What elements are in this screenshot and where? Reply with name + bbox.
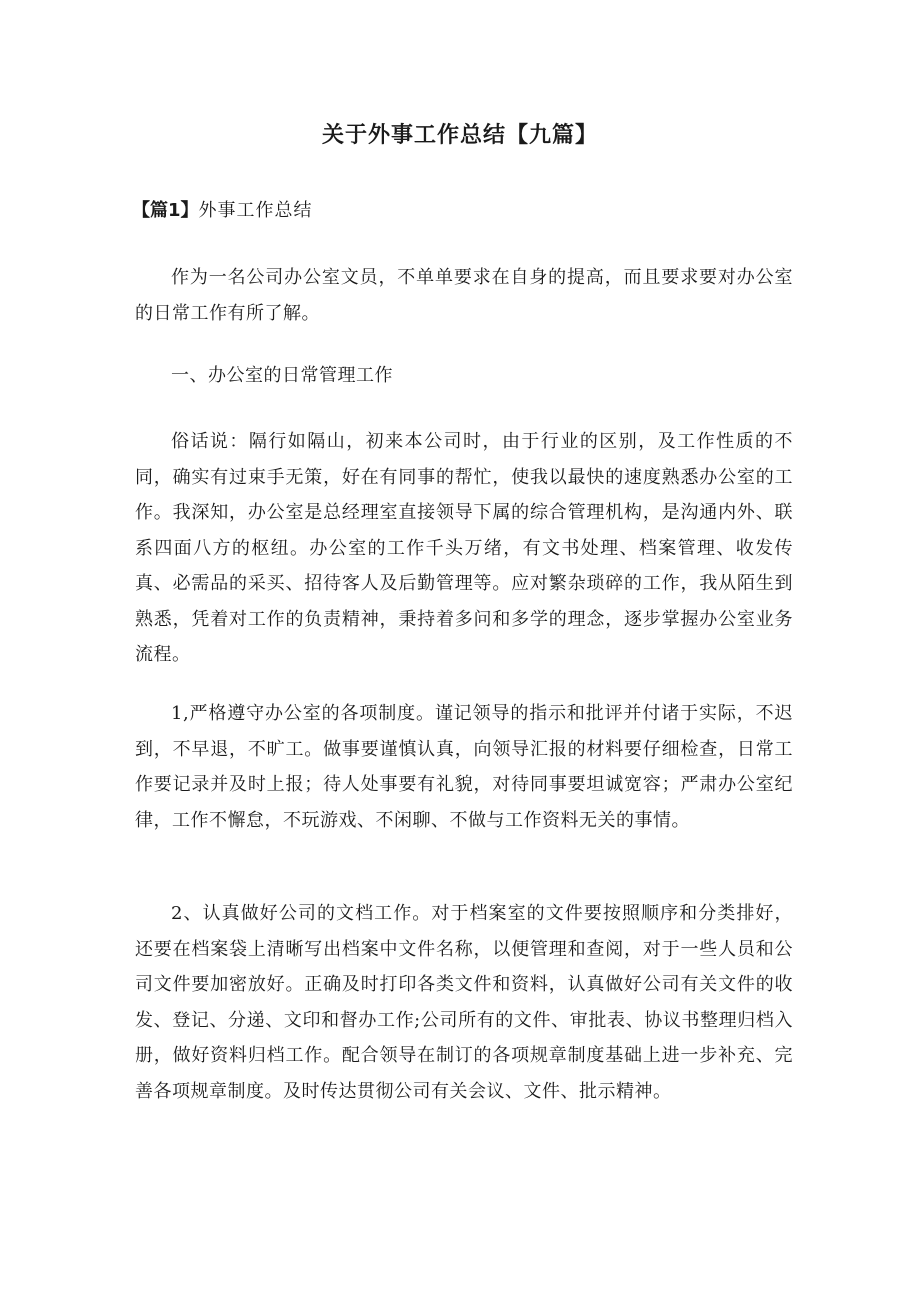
paragraph-proverb: 俗话说：隔行如隔山，初来本公司时，由于行业的区别，及工作性质的不同，确实有过束手无策，好在有同事的帮忙，使我以最快的速度熟悉办公室的工作。我深知，办公室是总经理室直接领导下属的综合管理机构，是沟通内外、联系四面八方的枢纽。办公室的工作千头万绪，有文书处理、档案管理、收发传真、必需品的采买、招待客人及后勤管理等。应对繁杂琐碎的工作，我从陌生到熟悉，凭着对工作的负责精神，秉持着多问和多学的理念，逐步掌握办公室业务流程。 — [135, 431, 793, 665]
section-label: 【篇1】 — [132, 200, 199, 221]
document-title: 关于外事工作总结【九篇】 — [321, 123, 598, 148]
section-heading — [132, 196, 313, 222]
section-title: 外事工作总结 — [198, 200, 313, 221]
subheading-daily-management: 一、办公室的日常管理工作 — [171, 365, 393, 386]
paragraph-item-1: 1,严格遵守办公室的各项制度。谨记领导的指示和批评并付诸于实际，不迟到，不早退，不旷工。做事要谨慎认真，向领导汇报的材料要仔细检查，日常工作要记录并及时上报；待人处事要有礼貌，对待同事要坦诚宽容；严肃办公室纪律，工作不懈怠，不玩游戏、不闲聊、不做与工作资料无关的事情。 — [135, 703, 793, 831]
paragraph-item-2: 2、认真做好公司的文档工作。对于档案室的文件要按照顺序和分类排好，还要在档案袋上清晰写出档案中文件名称，以便管理和查阅，对于一些人员和公司文件要加密放好。正确及时打印各类文件和资料，认真做好公司有关文件的收发、登记、分递、文印和督办工作;公司所有的文件、审批表、协议书整理归档入册，做好资料归档工作。配合领导在制订的各项规章制度基础上进一步补充、完善各项规章制度。及时传达贯彻公司有关会议、文件、批示精神。 — [135, 903, 793, 1102]
paragraph-intro: 作为一名公司办公室文员，不单单要求在自身的提高，而且要求要对办公室的日常工作有所了解。 — [135, 267, 793, 324]
